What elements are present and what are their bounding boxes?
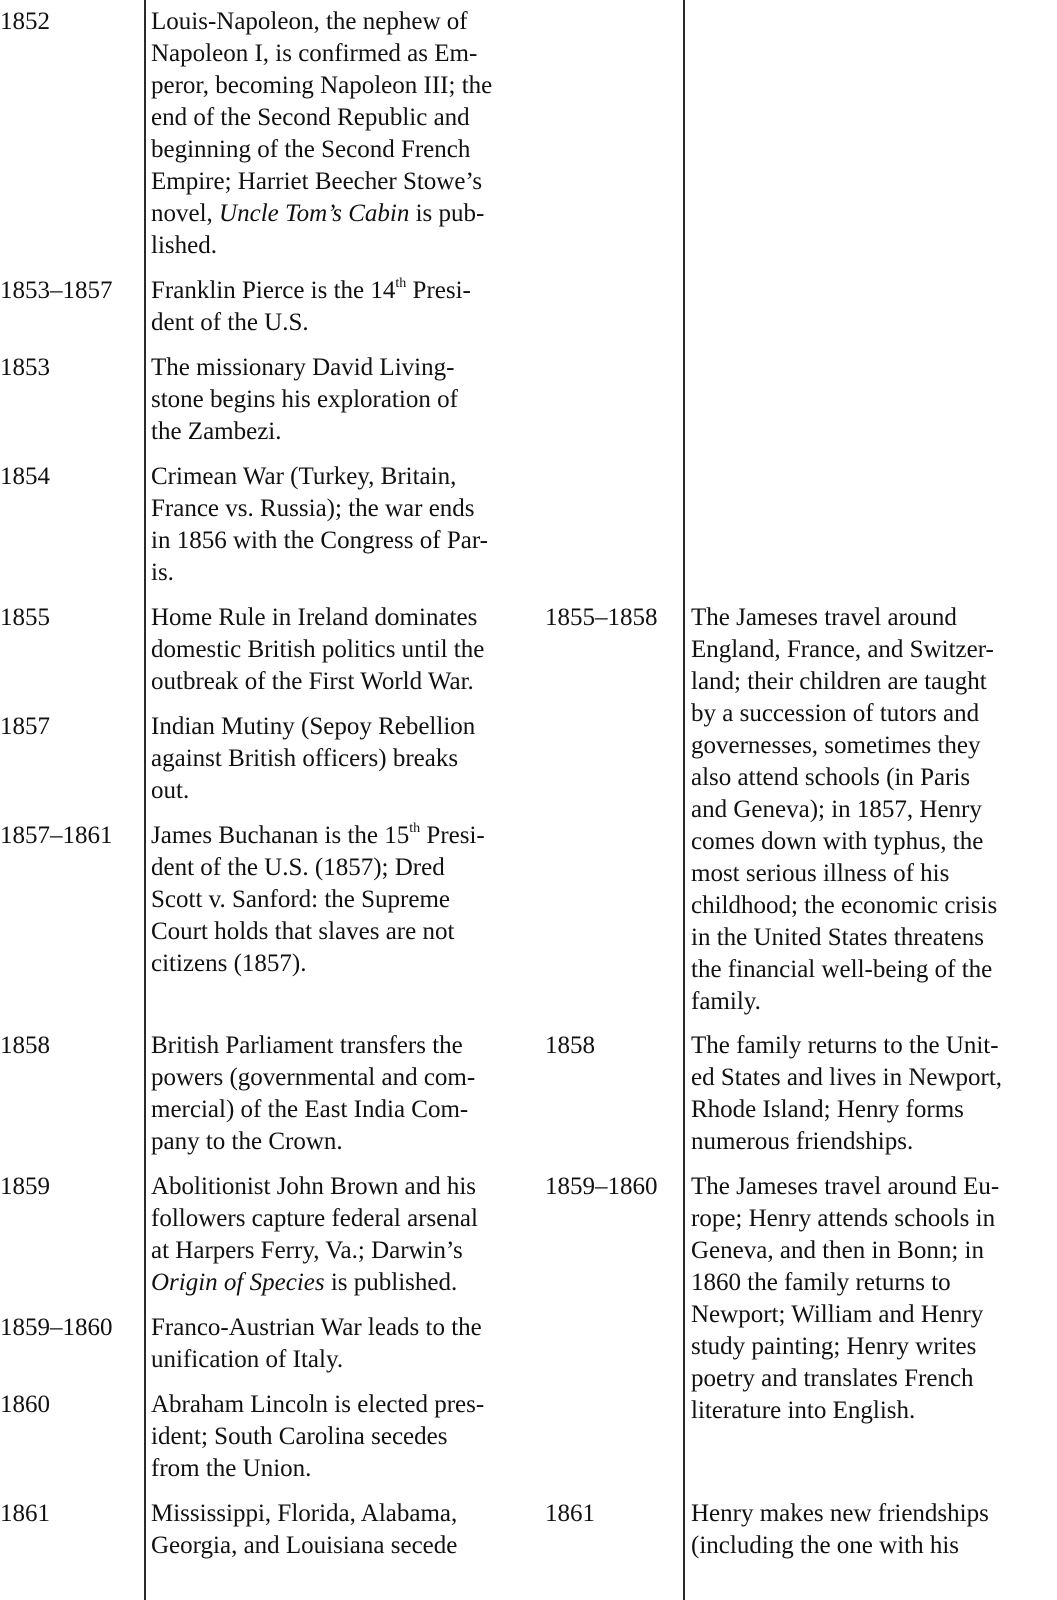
world-event-date: 1857 [0, 713, 50, 740]
column-divider-left [144, 0, 146, 1600]
james-event-description: The family returns to the Unit- ed States and lives in Newport, Rhode Island; Henry forms numerous friendships. [691, 1032, 1003, 1155]
book-title: Uncle Tom’s Cabin [219, 200, 410, 227]
james-event-date: 1855–1858 [545, 604, 658, 631]
world-event-date: 1853 [0, 354, 50, 381]
world-event-description: Indian Mutiny (Sepoy Rebellion against British officers) breaks out. [151, 713, 476, 804]
world-event-description: Home Rule in Ireland dominates domestic British politics until the outbreak of the First World War. [151, 604, 485, 695]
world-event-description: Louis-Napoleon, the nephew of Napoleon I, is confirmed as Em- peror, becoming Napoleon III; the end of the Second Republic and beginning of the Second French Empire; Harriet Beecher Stowe’s novel, Uncle Tom’s Cabin is pub- lished. [151, 8, 493, 259]
james-event-description: The Jameses travel around England, France, and Switzer- land; their children are taught by a succession of tutors and governesses, sometimes they also attend schools (in Paris and Geneva); in 1857, Henry comes down with typhus, the most serious illness of his childhood; the economic crisis in the United States threatens the financial well-being of the family. [691, 604, 998, 1015]
world-event-date: 1852 [0, 8, 50, 35]
world-event-description: Abolitionist John Brown and his followers capture federal arsenal at Harpers Ferry, Va.; Darwin’s Origin of Species is published. [151, 1173, 478, 1296]
james-event-date: 1858 [545, 1032, 595, 1059]
world-event-date: 1861 [0, 1500, 50, 1527]
column-divider-middle [683, 0, 685, 1600]
world-event-description: British Parliament transfers the powers (governmental and com- mercial) of the East India Com- pany to the Crown. [151, 1032, 476, 1155]
world-event-description: Crimean War (Turkey, Britain, France vs. Russia); the war ends in 1856 with the Congress of Par- is. [151, 463, 488, 586]
james-event-description: Henry makes new friendships (including the one with his [691, 1500, 989, 1559]
james-event-description: The Jameses travel around Eu- rope; Henry attends schools in Geneva, and then in Bonn; in 1860 the family returns to Newport; William and Henry study painting; Henry writes poetry and translates French literature into English. [691, 1173, 1000, 1424]
world-event-date: 1859–1860 [0, 1314, 113, 1341]
book-title: Origin of Species [151, 1269, 325, 1296]
world-event-description: Franco-Austrian War leads to the unification of Italy. [151, 1314, 482, 1373]
world-event-date: 1859 [0, 1173, 50, 1200]
james-event-date: 1859–1860 [545, 1173, 658, 1200]
world-event-description: Abraham Lincoln is elected pres- ident; South Carolina secedes from the Union. [151, 1391, 485, 1482]
james-event-date: 1861 [545, 1500, 595, 1527]
world-event-description: Mississippi, Florida, Alabama, Georgia, and Louisiana secede [151, 1500, 458, 1559]
world-event-date: 1857–1861 [0, 822, 113, 849]
world-event-date: 1853–1857 [0, 277, 113, 304]
world-event-description: James Buchanan is the 15th Presi- dent of the U.S. (1857); Dred Scott v. Sanford: the Supreme Court holds that slaves are not citizens (1857). [151, 820, 485, 977]
world-event-description: The missionary David Living- stone begins his exploration of the Zambezi. [151, 354, 458, 445]
world-event-date: 1858 [0, 1032, 50, 1059]
world-event-date: 1854 [0, 463, 50, 490]
world-event-date: 1855 [0, 604, 50, 631]
world-event-date: 1860 [0, 1391, 50, 1418]
world-event-description: Franklin Pierce is the 14th Presi- dent of the U.S. [151, 275, 471, 336]
